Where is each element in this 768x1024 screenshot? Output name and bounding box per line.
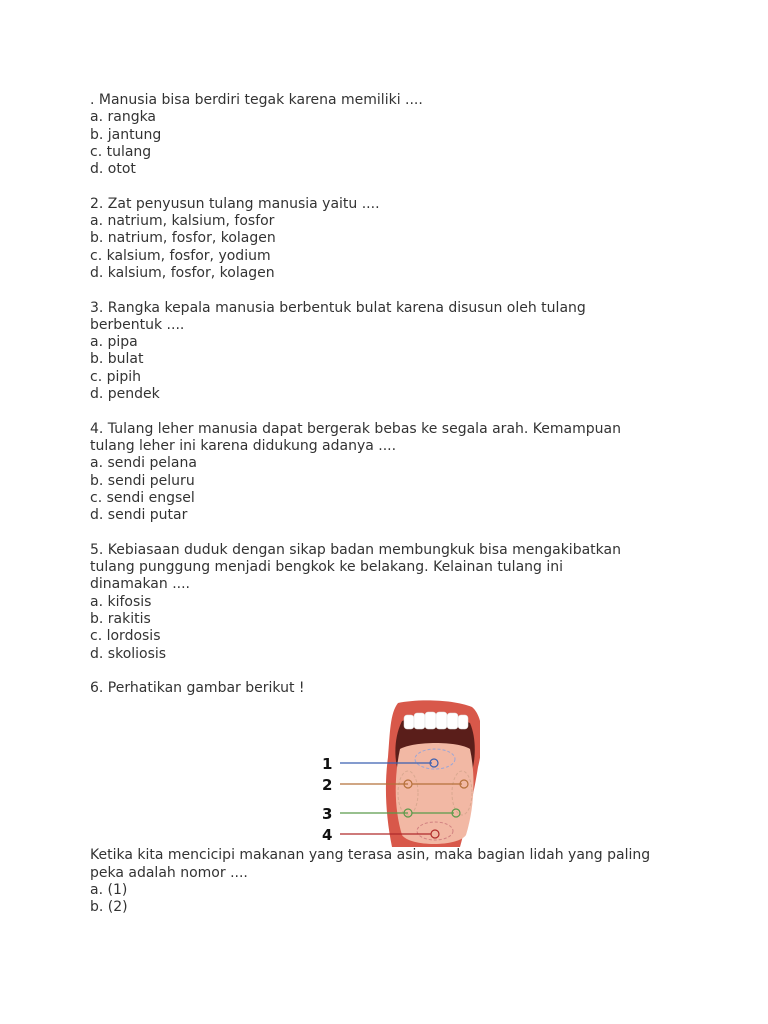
question-5 bbox=[90, 542, 690, 663]
question-5-option-c: c. lordosis bbox=[90, 628, 161, 645]
question-1-option-c: c. tulang bbox=[90, 143, 152, 160]
question-1-option-b: b. jantung bbox=[90, 126, 162, 143]
question-4-text-line-1: 4. Tulang leher manusia dapat bergerak bebas ke segala arah. Kemampuan bbox=[90, 420, 621, 437]
question-3-text-line-1: 3. Rangka kepala manusia berbentuk bulat karena disusun oleh tulang bbox=[90, 299, 586, 316]
question-2-option-a: a. natrium, kalsium, fosfor bbox=[90, 213, 275, 230]
question-4-text-line-2: tulang leher ini karena didukung adanya .... bbox=[90, 437, 397, 454]
question-6-option-b: b. (2) bbox=[90, 899, 128, 916]
question-2-text: 2. Zat penyusun tulang manusia yaitu .... bbox=[90, 195, 380, 212]
question-3 bbox=[90, 300, 690, 404]
figure-label-4: 4 bbox=[322, 826, 333, 845]
question-2-option-c: c. kalsium, fosfor, yodium bbox=[90, 247, 271, 264]
question-5-text-line-2: tulang punggung menjadi bengkok ke belakang. Kelainan tulang ini bbox=[90, 559, 564, 576]
question-5-text-line-1: 5. Kebiasaan duduk dengan sikap badan membungkuk bisa mengakibatkan bbox=[90, 541, 621, 558]
question-3-option-a: a. pipa bbox=[90, 334, 138, 351]
figure-label-2: 2 bbox=[322, 776, 333, 795]
figure-label-1: 1 bbox=[322, 755, 333, 774]
question-4-option-c: c. sendi engsel bbox=[90, 489, 195, 506]
question-4-option-d: d. sendi putar bbox=[90, 507, 188, 524]
question-4 bbox=[90, 421, 690, 525]
question-1-option-d: d. otot bbox=[90, 161, 136, 178]
question-6-text: 6. Perhatikan gambar berikut ! bbox=[90, 680, 305, 697]
question-2-option-b: b. natrium, fosfor, kolagen bbox=[90, 230, 276, 247]
figure-label-3: 3 bbox=[322, 805, 333, 824]
tongue bbox=[396, 743, 474, 844]
tongue-figure bbox=[290, 697, 480, 847]
question-2-option-d: d. kalsium, fosfor, kolagen bbox=[90, 264, 275, 281]
question-4-option-a: a. sendi pelana bbox=[90, 455, 197, 472]
question-1-text: . Manusia bisa berdiri tegak karena memiliki .... bbox=[90, 92, 423, 108]
question-5-text-line-3: dinamakan .... bbox=[90, 576, 191, 593]
tongue-diagram bbox=[290, 697, 480, 847]
question-3-option-c: c. pipih bbox=[90, 368, 142, 385]
worksheet-page bbox=[90, 92, 690, 917]
question-5-option-a: a. kifosis bbox=[90, 593, 152, 610]
question-1-option-a: a. rangka bbox=[90, 109, 157, 126]
question-6-prompt-line-2: peka adalah nomor .... bbox=[90, 864, 248, 881]
question-6-prompt-line-1: Ketika kita mencicipi makanan yang terasa asin, maka bagian lidah yang paling bbox=[90, 847, 651, 864]
question-6-option-a: a. (1) bbox=[90, 881, 128, 898]
question-6 bbox=[90, 680, 690, 916]
question-2 bbox=[90, 196, 690, 282]
question-3-option-b: b. bulat bbox=[90, 351, 144, 368]
question-5-option-b: b. rakitis bbox=[90, 610, 151, 627]
question-4-option-b: b. sendi peluru bbox=[90, 472, 195, 489]
question-3-text-line-2: berbentuk .... bbox=[90, 316, 185, 333]
question-3-option-d: d. pendek bbox=[90, 386, 160, 403]
question-5-option-d: d. skoliosis bbox=[90, 645, 167, 662]
question-1 bbox=[90, 92, 690, 178]
